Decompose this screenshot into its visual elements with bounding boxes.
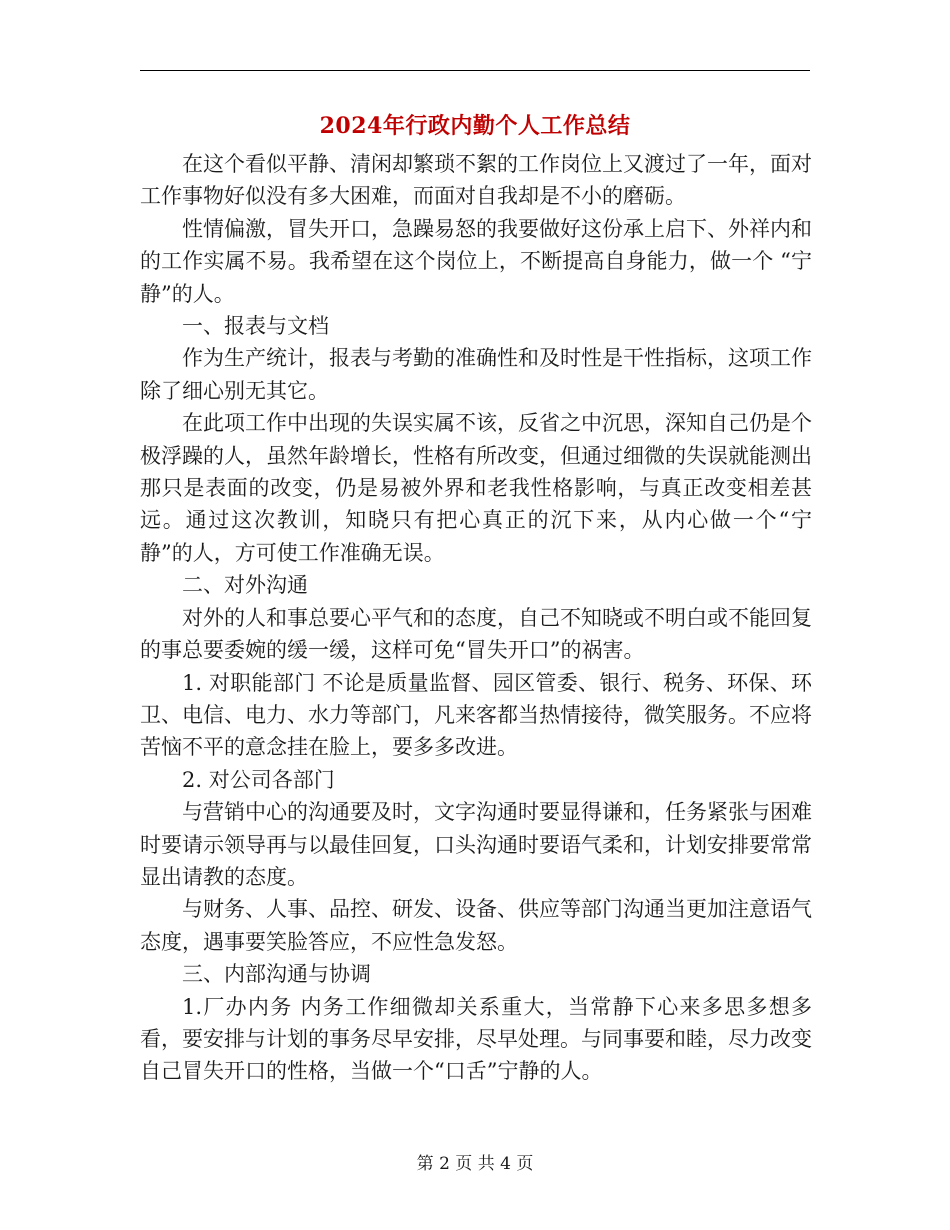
paragraph-intro-2: 性情偏激，冒失开口，急躁易怒的我要做好这份承上启下、外祥内和的工作实属不易。我希望在这个岗位上，不断提高自身能力，做一个 “宁静”的人。 bbox=[140, 216, 812, 306]
paragraph-reports-1: 作为生产统计，报表与考勤的准确性和及时性是干性指标，这项工作除了细心别无其它。 bbox=[140, 346, 812, 403]
paragraph-external-1: 对外的人和事总要心平气和的态度，自己不知晓或不明白或不能回复的事总要委婉的缓一缓，这样可免“冒失开口”的祸害。 bbox=[140, 605, 812, 663]
paragraph-internal-1: 1.厂办内务 内务工作细微却关系重大，当常静下心来多思多想多看，要安排与计划的事务尽早安排，尽早处理。与同事要和睦，尽力改变自己冒失开口的性格，当做一个“口舌”宁静的人。 bbox=[140, 994, 812, 1084]
document-body bbox=[140, 148, 812, 1088]
subheading-departments: 2. 对公司各部门 bbox=[182, 767, 335, 792]
section-heading-reports: 一、报表与文档 bbox=[182, 314, 329, 339]
section-heading-external: 二、对外沟通 bbox=[182, 573, 308, 598]
paragraph-departments-2: 与财务、人事、品控、研发、设备、供应等部门沟通当更加注意语气态度，遇事要笑脸答应，不应性急发怒。 bbox=[140, 897, 812, 954]
section-heading-internal: 三、内部沟通与协调 bbox=[182, 962, 371, 987]
paragraph-external-2: 1. 对职能部门 不论是质量监督、园区管委、银行、税务、环保、环卫、电信、电力、水力等部门，凡来客都当热情接待，微笑服务。不应将苦恼不平的意念挂在脸上，要多多改进。 bbox=[140, 670, 812, 760]
paragraph-intro-1: 在这个看似平静、清闲却繁琐不絮的工作岗位上又渡过了一年，面对工作事物好似没有多大困难，而面对自我却是不小的磨砺。 bbox=[140, 152, 812, 209]
paragraph-reports-2: 在此项工作中出现的失误实属不该，反省之中沉思，深知自己仍是个极浮躁的人，虽然年龄增长，性格有所改变，但通过细微的失误就能测出那只是表面的改变，仍是易被外界和老我性格影响，与真正改变相差甚远。通过这次教训，知晓只有把心真正的沉下来，从内心做一个“宁静”的人，方可使工作准确无误。 bbox=[140, 411, 812, 565]
page-number: 第 2 页 共 4 页 bbox=[416, 1154, 534, 1174]
paragraph-departments-1: 与营销中心的沟通要及时，文字沟通时要显得谦和，任务紧张与困难时要请示领导再与以最佳回复，口头沟通时要语气柔和，计划安排要常常显出请教的态度。 bbox=[140, 800, 812, 889]
document-title: 2024年行政内勤个人工作总结 bbox=[319, 113, 631, 139]
header-rule bbox=[140, 70, 810, 71]
